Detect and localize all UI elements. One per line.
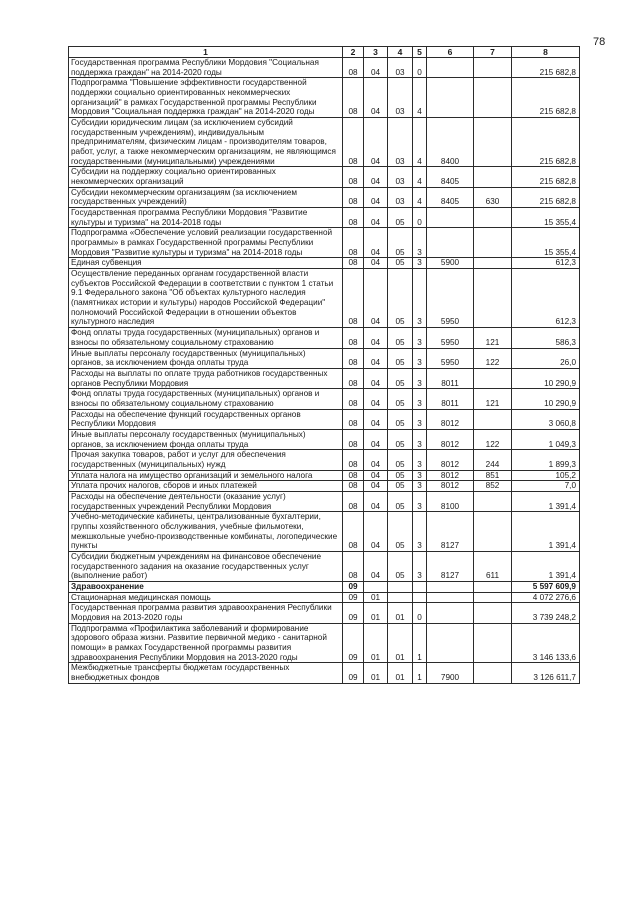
column-header: 5 <box>413 47 427 58</box>
program-code-cell: 01 <box>388 623 413 663</box>
table-row <box>69 409 580 429</box>
amount-cell: 1 391,4 <box>512 551 580 581</box>
row-name-cell: Государственная программа Республики Мордовия "Развитие культуры и туризма" на 2014-2018 годы <box>69 208 343 228</box>
table-row <box>69 328 580 348</box>
table-row <box>69 581 580 592</box>
expense-type-code-cell: 121 <box>474 389 512 409</box>
expense-type-code-cell <box>474 269 512 328</box>
subsection-code-cell: 04 <box>364 228 388 258</box>
expense-type-code-cell <box>474 409 512 429</box>
expense-type-code-cell <box>474 58 512 78</box>
row-name-cell: Уплата прочих налогов, сборов и иных платежей <box>69 481 343 492</box>
program-code-cell: 05 <box>388 348 413 368</box>
column-header: 6 <box>427 47 474 58</box>
direction-code-cell: 8012 <box>427 409 474 429</box>
amount-cell: 4 072 276,6 <box>512 592 580 603</box>
subsection-code-cell: 04 <box>364 389 388 409</box>
row-name-cell: Фонд оплаты труда государственных (муниципальных) органов и взносы по обязательному социальному страхованию <box>69 328 343 348</box>
amount-cell: 3 060,8 <box>512 409 580 429</box>
table-row <box>69 118 580 167</box>
amount-cell: 10 290,9 <box>512 389 580 409</box>
section-code-cell: 08 <box>343 58 364 78</box>
program-code-cell: 05 <box>388 481 413 492</box>
table-row <box>69 269 580 328</box>
amount-cell: 3 739 248,2 <box>512 603 580 623</box>
table-row <box>69 258 580 269</box>
direction-code-cell: 8405 <box>427 167 474 187</box>
amount-cell: 1 391,4 <box>512 512 580 552</box>
section-code-cell: 08 <box>343 269 364 328</box>
table-row <box>69 512 580 552</box>
expense-type-code-cell <box>474 512 512 552</box>
row-name-cell: Иные выплаты персоналу государственных (муниципальных) органов, за исключением фонда оплаты труда <box>69 348 343 368</box>
direction-code-cell <box>427 58 474 78</box>
column-header: 7 <box>474 47 512 58</box>
subprogram-code-cell: 3 <box>413 228 427 258</box>
row-name-cell: Государственная программа Республики Мордовия "Социальная поддержка граждан" на 2014-2020 годы <box>69 58 343 78</box>
table-row <box>69 228 580 258</box>
amount-cell: 215 682,8 <box>512 58 580 78</box>
direction-code-cell <box>427 592 474 603</box>
expense-type-code-cell <box>474 592 512 603</box>
subsection-code-cell: 01 <box>364 603 388 623</box>
table-row <box>69 623 580 663</box>
subsection-code-cell: 04 <box>364 470 388 481</box>
amount-cell: 15 355,4 <box>512 208 580 228</box>
amount-cell: 105,2 <box>512 470 580 481</box>
amount-cell: 215 682,8 <box>512 187 580 207</box>
section-code-cell: 08 <box>343 187 364 207</box>
table-row <box>69 450 580 470</box>
row-name-cell: Подпрограмма «Обеспечение условий реализации государственной программы» в рамках Государственной программы Республики Мордовия "Развитие культуры и туризма" на 2014-2018 годы <box>69 228 343 258</box>
section-code-cell: 08 <box>343 368 364 388</box>
direction-code-cell: 8400 <box>427 118 474 167</box>
section-code-cell: 09 <box>343 603 364 623</box>
row-name-cell: Уплата налога на имущество организаций и земельного налога <box>69 470 343 481</box>
section-code-cell: 08 <box>343 481 364 492</box>
program-code-cell: 05 <box>388 491 413 511</box>
amount-cell: 215 682,8 <box>512 167 580 187</box>
section-code-cell: 08 <box>343 551 364 581</box>
subsection-code-cell: 04 <box>364 58 388 78</box>
subprogram-code-cell: 3 <box>413 409 427 429</box>
section-code-cell: 08 <box>343 450 364 470</box>
program-code-cell: 05 <box>388 328 413 348</box>
row-name-cell: Осуществление переданных органам государственной власти субъектов Российской Федерации в соответствии с пунктом 1 статьи 9.1 Федерального закона "Об объектах культурного наследия (памятниках истории и культуры) народов Российской Федерации" полномочий Российской Федерации в отношении объектов культурного наследия <box>69 269 343 328</box>
row-name-cell: Субсидии на поддержку социально ориентированных некоммерческих организаций <box>69 167 343 187</box>
subprogram-code-cell: 3 <box>413 512 427 552</box>
section-code-cell: 08 <box>343 491 364 511</box>
amount-cell: 7,0 <box>512 481 580 492</box>
subsection-code-cell: 04 <box>364 481 388 492</box>
subsection-code-cell: 04 <box>364 328 388 348</box>
row-name-cell: Здравоохранение <box>69 581 343 592</box>
direction-code-cell <box>427 208 474 228</box>
subsection-code-cell: 04 <box>364 551 388 581</box>
subsection-code-cell: 04 <box>364 258 388 269</box>
section-code-cell: 08 <box>343 78 364 118</box>
program-code-cell: 05 <box>388 208 413 228</box>
expense-type-code-cell <box>474 603 512 623</box>
expense-type-code-cell <box>474 167 512 187</box>
direction-code-cell: 8012 <box>427 481 474 492</box>
expense-type-code-cell: 122 <box>474 429 512 449</box>
direction-code-cell: 8405 <box>427 187 474 207</box>
table-body <box>69 58 580 684</box>
row-name-cell: Единая субвенция <box>69 258 343 269</box>
expense-type-code-cell: 852 <box>474 481 512 492</box>
row-name-cell: Стационарная медицинская помощь <box>69 592 343 603</box>
table-row <box>69 592 580 603</box>
subsection-code-cell <box>364 581 388 592</box>
program-code-cell: 05 <box>388 429 413 449</box>
column-header: 2 <box>343 47 364 58</box>
section-code-cell: 09 <box>343 663 364 683</box>
row-name-cell: Прочая закупка товаров, работ и услуг для обеспечения государственных (муниципальных) нужд <box>69 450 343 470</box>
subprogram-code-cell: 3 <box>413 328 427 348</box>
direction-code-cell: 5950 <box>427 269 474 328</box>
row-name-cell: Фонд оплаты труда государственных (муниципальных) органов и взносы по обязательному социальному страхованию <box>69 389 343 409</box>
subprogram-code-cell: 3 <box>413 348 427 368</box>
subprogram-code-cell: 3 <box>413 470 427 481</box>
amount-cell: 1 899,3 <box>512 450 580 470</box>
subprogram-code-cell: 1 <box>413 663 427 683</box>
direction-code-cell <box>427 603 474 623</box>
program-code-cell: 05 <box>388 258 413 269</box>
expense-type-code-cell <box>474 491 512 511</box>
subsection-code-cell: 04 <box>364 368 388 388</box>
section-code-cell: 08 <box>343 328 364 348</box>
subsection-code-cell: 04 <box>364 450 388 470</box>
subsection-code-cell: 04 <box>364 512 388 552</box>
subprogram-code-cell: 0 <box>413 58 427 78</box>
direction-code-cell: 8011 <box>427 389 474 409</box>
expense-type-code-cell <box>474 258 512 269</box>
direction-code-cell: 8127 <box>427 512 474 552</box>
budget-table <box>68 46 580 684</box>
direction-code-cell: 8127 <box>427 551 474 581</box>
page-number: 78 <box>593 36 606 48</box>
subprogram-code-cell: 3 <box>413 368 427 388</box>
subsection-code-cell: 04 <box>364 491 388 511</box>
program-code-cell: 03 <box>388 167 413 187</box>
direction-code-cell: 5900 <box>427 258 474 269</box>
amount-cell: 10 290,9 <box>512 368 580 388</box>
amount-cell: 26,0 <box>512 348 580 368</box>
expense-type-code-cell <box>474 623 512 663</box>
row-name-cell: Государственная программа развития здравоохранения Республики Мордовия на 2013-2020 годы <box>69 603 343 623</box>
section-code-cell: 08 <box>343 389 364 409</box>
section-code-cell: 08 <box>343 429 364 449</box>
section-code-cell: 09 <box>343 592 364 603</box>
subprogram-code-cell: 4 <box>413 187 427 207</box>
program-code-cell: 01 <box>388 603 413 623</box>
row-name-cell: Подпрограмма "Повышение эффективности государственной поддержки социально ориентированных некоммерческих организаций" в рамках Государственной программы Республики Мордовия "Социальная поддержка граждан" на 2014-2020 годы <box>69 78 343 118</box>
subsection-code-cell: 04 <box>364 429 388 449</box>
subsection-code-cell: 01 <box>364 592 388 603</box>
program-code-cell: 05 <box>388 368 413 388</box>
program-code-cell: 05 <box>388 450 413 470</box>
direction-code-cell <box>427 581 474 592</box>
program-code-cell: 05 <box>388 409 413 429</box>
amount-cell: 612,3 <box>512 258 580 269</box>
subprogram-code-cell: 3 <box>413 389 427 409</box>
table-row <box>69 208 580 228</box>
expense-type-code-cell <box>474 581 512 592</box>
expense-type-code-cell <box>474 118 512 167</box>
amount-cell: 612,3 <box>512 269 580 328</box>
subprogram-code-cell <box>413 581 427 592</box>
table-row <box>69 481 580 492</box>
direction-code-cell: 8012 <box>427 470 474 481</box>
amount-cell: 1 391,4 <box>512 491 580 511</box>
table-row <box>69 348 580 368</box>
table-row <box>69 389 580 409</box>
subprogram-code-cell: 4 <box>413 167 427 187</box>
amount-cell: 215 682,8 <box>512 78 580 118</box>
row-name-cell: Расходы на выплаты по оплате труда работников государственных органов Республики Мордовия <box>69 368 343 388</box>
program-code-cell: 03 <box>388 187 413 207</box>
subsection-code-cell: 01 <box>364 663 388 683</box>
expense-type-code-cell <box>474 368 512 388</box>
amount-cell: 1 049,3 <box>512 429 580 449</box>
expense-type-code-cell: 121 <box>474 328 512 348</box>
section-code-cell: 08 <box>343 118 364 167</box>
program-code-cell: 03 <box>388 118 413 167</box>
program-code-cell: 05 <box>388 551 413 581</box>
subprogram-code-cell: 3 <box>413 491 427 511</box>
direction-code-cell: 5950 <box>427 348 474 368</box>
subprogram-code-cell <box>413 592 427 603</box>
subsection-code-cell: 04 <box>364 167 388 187</box>
subsection-code-cell: 04 <box>364 118 388 167</box>
amount-cell: 3 146 133,6 <box>512 623 580 663</box>
subprogram-code-cell: 3 <box>413 258 427 269</box>
subprogram-code-cell: 3 <box>413 551 427 581</box>
program-code-cell: 01 <box>388 663 413 683</box>
table-row <box>69 58 580 78</box>
expense-type-code-cell: 851 <box>474 470 512 481</box>
row-name-cell: Субсидии юридическим лицам (за исключением субсидий государственным учреждениям), индивидуальным предпринимателям, физическим лицам - производителям товаров, работ, услуг, а также некоммерческим организациям, не являющимся государственными (муниципальными) учреждениями <box>69 118 343 167</box>
table-row <box>69 663 580 683</box>
expense-type-code-cell <box>474 228 512 258</box>
column-header: 1 <box>69 47 343 58</box>
direction-code-cell: 5950 <box>427 328 474 348</box>
table-row <box>69 470 580 481</box>
row-name-cell: Межбюджетные трансферты бюджетам государственных внебюджетных фондов <box>69 663 343 683</box>
expense-type-code-cell: 122 <box>474 348 512 368</box>
direction-code-cell <box>427 228 474 258</box>
row-name-cell: Субсидии бюджетным учреждениям на финансовое обеспечение государственного задания на оказание государственных услуг (выполнение работ) <box>69 551 343 581</box>
section-code-cell: 08 <box>343 409 364 429</box>
column-header: 8 <box>512 47 580 58</box>
subsection-code-cell: 04 <box>364 208 388 228</box>
section-code-cell: 08 <box>343 512 364 552</box>
section-code-cell: 08 <box>343 208 364 228</box>
row-name-cell: Расходы на обеспечение функций государственных органов Республики Мордовия <box>69 409 343 429</box>
subprogram-code-cell: 0 <box>413 208 427 228</box>
subprogram-code-cell: 0 <box>413 603 427 623</box>
direction-code-cell: 8012 <box>427 450 474 470</box>
row-name-cell: Учебно-методические кабинеты, централизованные бухгалтерии, группы хозяйственного обслуживания, учебные фильмотеки, межшкольные учебно-производственные комбинаты, логопедические пункты <box>69 512 343 552</box>
program-code-cell <box>388 592 413 603</box>
column-header: 3 <box>364 47 388 58</box>
subprogram-code-cell: 3 <box>413 450 427 470</box>
table-row <box>69 368 580 388</box>
row-name-cell: Субсидии некоммерческим организациям (за исключением государственных учреждений) <box>69 187 343 207</box>
table-row <box>69 187 580 207</box>
row-name-cell: Иные выплаты персоналу государственных (муниципальных) органов, за исключением фонда оплаты труда <box>69 429 343 449</box>
subprogram-code-cell: 4 <box>413 118 427 167</box>
direction-code-cell: 8100 <box>427 491 474 511</box>
subprogram-code-cell: 3 <box>413 481 427 492</box>
direction-code-cell: 8011 <box>427 368 474 388</box>
subsection-code-cell: 04 <box>364 409 388 429</box>
column-header: 4 <box>388 47 413 58</box>
section-code-cell: 09 <box>343 581 364 592</box>
section-code-cell: 08 <box>343 470 364 481</box>
program-code-cell <box>388 581 413 592</box>
program-code-cell: 03 <box>388 58 413 78</box>
table-row <box>69 603 580 623</box>
section-code-cell: 08 <box>343 258 364 269</box>
expense-type-code-cell: 611 <box>474 551 512 581</box>
expense-type-code-cell <box>474 78 512 118</box>
expense-type-code-cell <box>474 208 512 228</box>
subsection-code-cell: 04 <box>364 348 388 368</box>
program-code-cell: 05 <box>388 470 413 481</box>
direction-code-cell: 7900 <box>427 663 474 683</box>
amount-cell: 586,3 <box>512 328 580 348</box>
expense-type-code-cell: 244 <box>474 450 512 470</box>
subprogram-code-cell: 3 <box>413 269 427 328</box>
direction-code-cell <box>427 78 474 118</box>
amount-cell: 15 355,4 <box>512 228 580 258</box>
expense-type-code-cell <box>474 663 512 683</box>
direction-code-cell: 8012 <box>427 429 474 449</box>
subsection-code-cell: 04 <box>364 269 388 328</box>
expense-type-code-cell: 630 <box>474 187 512 207</box>
amount-cell: 5 597 609,9 <box>512 581 580 592</box>
subprogram-code-cell: 3 <box>413 429 427 449</box>
section-code-cell: 08 <box>343 228 364 258</box>
amount-cell: 215 682,8 <box>512 118 580 167</box>
subsection-code-cell: 04 <box>364 78 388 118</box>
direction-code-cell <box>427 623 474 663</box>
table-row <box>69 551 580 581</box>
subsection-code-cell: 01 <box>364 623 388 663</box>
section-code-cell: 08 <box>343 348 364 368</box>
program-code-cell: 03 <box>388 78 413 118</box>
program-code-cell: 05 <box>388 269 413 328</box>
program-code-cell: 05 <box>388 512 413 552</box>
table-row <box>69 78 580 118</box>
program-code-cell: 05 <box>388 228 413 258</box>
subprogram-code-cell: 1 <box>413 623 427 663</box>
table-row <box>69 429 580 449</box>
row-name-cell: Подпрограмма «Профилактика заболеваний и формирование здорового образа жизни. Развитие первичной медико - санитарной помощи» в рамках Государственной программы развития здравоохранения Республики Мордовия на 2013-2020 годы <box>69 623 343 663</box>
section-code-cell: 08 <box>343 167 364 187</box>
subprogram-code-cell: 4 <box>413 78 427 118</box>
row-name-cell: Расходы на обеспечение деятельности (оказание услуг) государственных учреждений Республики Мордовия <box>69 491 343 511</box>
table-row <box>69 167 580 187</box>
table-row <box>69 491 580 511</box>
program-code-cell: 05 <box>388 389 413 409</box>
subsection-code-cell: 04 <box>364 187 388 207</box>
table-header-row <box>69 47 580 58</box>
amount-cell: 3 126 611,7 <box>512 663 580 683</box>
section-code-cell: 09 <box>343 623 364 663</box>
